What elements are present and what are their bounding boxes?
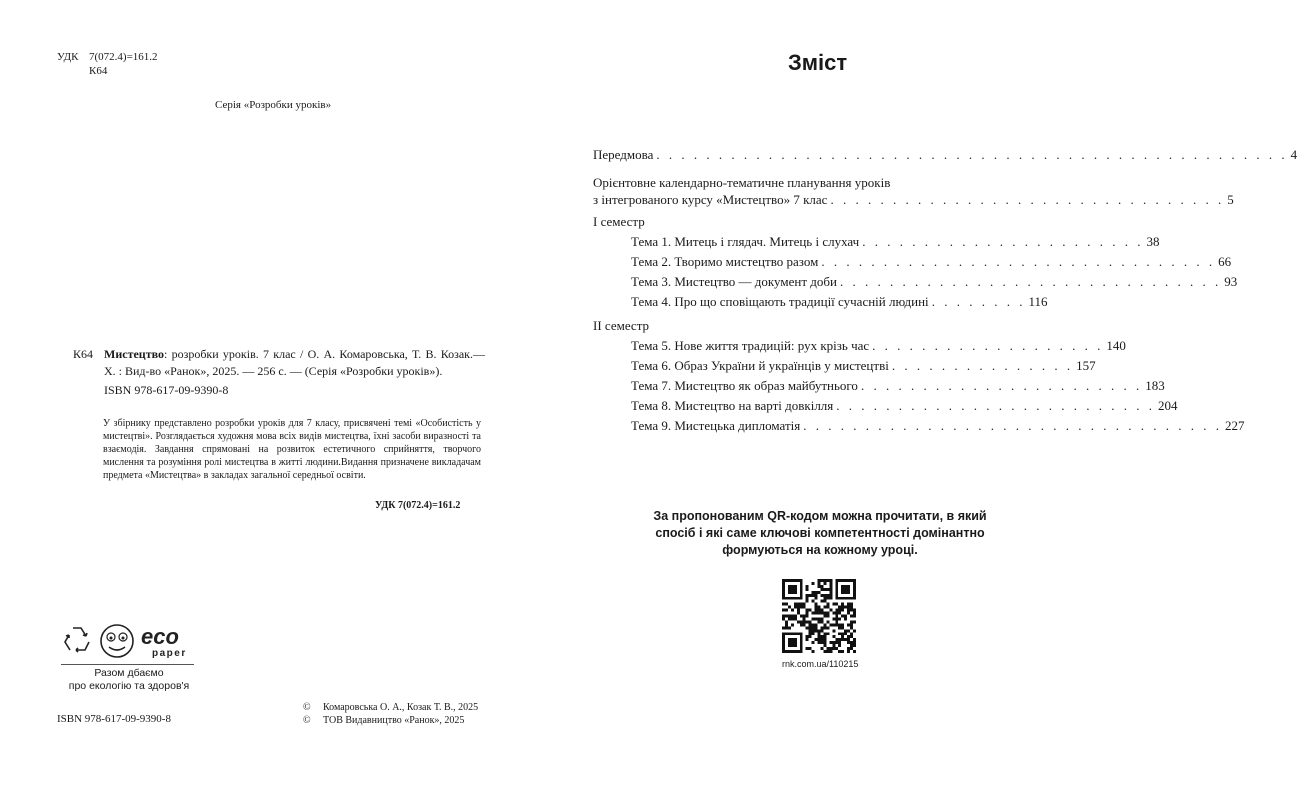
- toc-entry-title: Орієнтовне календарно-тематичне планування уроків: [593, 175, 891, 190]
- annotation: У збірнику представлено розробки уроків для 7 класу, присвячені темі «Особистість у мистецтві». Розглядається художня мова всіх видів мистецтва, їхні засоби виразності та взаємодія. Завдання спрямовані на розвиток естетичного сприйняття, творчого мислення та розуміння ролі мистецтва в житті людини.Видання призначене викладачам предмета «Мистецтва» в закладах загальної середньої освіти.: [103, 418, 481, 481]
- leader-dots: . . . . . . . . . . . . . . . . . . .: [872, 338, 1104, 353]
- toc-entry-title: Тема 4. Про що сповіщають традиції сучасній людині: [631, 294, 929, 309]
- smiley-icon: [101, 625, 133, 657]
- toc-entry-topic-2[interactable]: [593, 252, 1232, 272]
- toc-entry-page: 183: [1145, 378, 1165, 393]
- leader-dots: . . . . . . . . . . . . . . . . . . . . . . . . . . . . . . . .: [830, 192, 1225, 207]
- qr-code-icon[interactable]: [782, 579, 856, 653]
- toc-entry-topic-7[interactable]: [593, 376, 1165, 396]
- toc-entry-page: 5: [1227, 192, 1234, 207]
- toc-entry-topic-8[interactable]: [593, 396, 1178, 416]
- toc-entry-preface[interactable]: [593, 145, 1297, 165]
- qr-description: За пропонованим QR-кодом можна прочитати, в який спосіб і які саме ключові компетентності домінантно формуються на кожному уроці.: [653, 509, 987, 557]
- copyright-symbol: ©: [303, 702, 311, 713]
- toc-entry-topic-6[interactable]: [593, 356, 1096, 376]
- leader-dots: . . . . . . . . . . . . . . . . . . . . . . .: [862, 234, 1144, 249]
- card-isbn: ISBN 978-617-09-9390-8: [104, 383, 229, 397]
- semester-heading-2: II семестр: [593, 318, 650, 333]
- toc-entry-title-continued: з інтегрованого курсу «Мистецтво» 7 клас: [593, 192, 828, 207]
- toc-entry-page: 204: [1158, 398, 1178, 413]
- leader-dots: . . . . . . . . . . . . . . . . . . . . . . . . . . . . . . .: [839, 274, 1222, 289]
- copyright-publisher: ТОВ Видавництво «Ранок», 2025: [323, 715, 465, 726]
- udk-bottom: УДК 7(072.4)=161.2: [375, 500, 461, 511]
- eco-word: eco: [141, 624, 179, 649]
- leader-dots: . . . . . . . . . . . . . . . . . . . . . . . . . . . . . . . . . . . . . . . . . . . . . . . . . . .: [656, 147, 1288, 162]
- toc-entry-page: 116: [1028, 294, 1048, 309]
- toc-entry-page: 157: [1076, 358, 1096, 373]
- toc-entry-title: Тема 2. Творимо мистецтво разом: [631, 254, 819, 269]
- recycle-icon: [65, 628, 89, 652]
- udk-block: [57, 50, 158, 78]
- eco-slogan-line-2: про екологію та здоров'я: [68, 680, 190, 692]
- udk-code: 7(072.4)=161.2: [89, 51, 158, 63]
- page-title: Зміст: [788, 50, 848, 75]
- toc-entry-title: Тема 3. Мистецтво — документ доби: [631, 274, 837, 289]
- series-label: Серія «Розробки уроків»: [215, 99, 332, 111]
- bibliographic-description: [104, 346, 485, 380]
- leader-dots: . . . . . . . . . . . . . . . . . . . . . . .: [860, 378, 1143, 393]
- catalog-card: [73, 346, 485, 399]
- toc-entry-topic-4[interactable]: [593, 292, 1048, 312]
- toc-entry-page: 38: [1146, 234, 1160, 249]
- toc-entry-topic-1[interactable]: [593, 232, 1160, 252]
- card-title: Мистецтво: [104, 347, 164, 361]
- card-code: К64: [73, 347, 94, 361]
- divider: [61, 664, 194, 665]
- copyright-block: [303, 701, 478, 727]
- toc-entry-planning[interactable]: [593, 174, 1234, 208]
- toc-entry-title: Тема 6. Образ України й українців у мистецтві: [631, 358, 889, 373]
- table-of-contents: [593, 145, 1297, 436]
- qr-url[interactable]: rnk.com.ua/110215: [782, 659, 859, 669]
- toc-entry-page: 140: [1106, 338, 1126, 353]
- toc-entry-page: 93: [1224, 274, 1238, 289]
- toc-entry-page: 227: [1225, 418, 1245, 433]
- toc-entry-title: Тема 5. Нове життя традицій: рух крізь час: [631, 338, 870, 353]
- toc-entry-topic-9[interactable]: [593, 416, 1245, 436]
- copyright-authors: Комаровська О. А., Козак Т. В., 2025: [323, 702, 479, 713]
- toc-entry-page: 66: [1218, 254, 1232, 269]
- toc-entry-title: Тема 7. Мистецтво як образ майбутнього: [631, 378, 858, 393]
- toc-entry-title: Тема 9. Мистецька дипломатія: [631, 418, 801, 433]
- author-mark: К64: [89, 65, 108, 77]
- toc-entry-title: Тема 1. Митець і глядач. Митець і слухач: [631, 234, 860, 249]
- isbn-bottom: ISBN 978-617-09-9390-8: [57, 713, 171, 725]
- leader-dots: . . . . . . . .: [931, 294, 1026, 309]
- toc-entry-topic-5[interactable]: [593, 336, 1126, 356]
- eco-slogan-line-1: Разом дбаємо: [94, 667, 164, 679]
- eco-paper: paper: [152, 648, 187, 659]
- leader-dots: . . . . . . . . . . . . . . . . . . . . . . . . . . . . . . . .: [821, 254, 1216, 269]
- udk-label: УДК: [57, 51, 79, 63]
- semester-heading-1: I семестр: [593, 214, 645, 229]
- toc-entry-title: Передмова: [593, 147, 654, 162]
- eco-paper-logo: [59, 622, 199, 662]
- leader-dots: . . . . . . . . . . . . . . .: [891, 358, 1074, 373]
- toc-entry-topic-3[interactable]: [593, 272, 1238, 292]
- card-text: : розробки уроків. 7 клас / О. А. Комаровська, Т. В. Козак.— Х. : Вид-во «Ранок», 2025. — 256 с. — (Серія «Розробки уроків»).: [104, 347, 485, 378]
- toc-entry-title: Тема 8. Мистецтво на варті довкілля: [631, 398, 834, 413]
- leader-dots: . . . . . . . . . . . . . . . . . . . . . . . . . .: [836, 398, 1156, 413]
- toc-entry-page: 4: [1290, 147, 1297, 162]
- eco-slogan: [64, 667, 194, 693]
- leader-dots: . . . . . . . . . . . . . . . . . . . . . . . . . . . . . . . . . .: [803, 418, 1222, 433]
- copyright-symbol: ©: [303, 715, 311, 726]
